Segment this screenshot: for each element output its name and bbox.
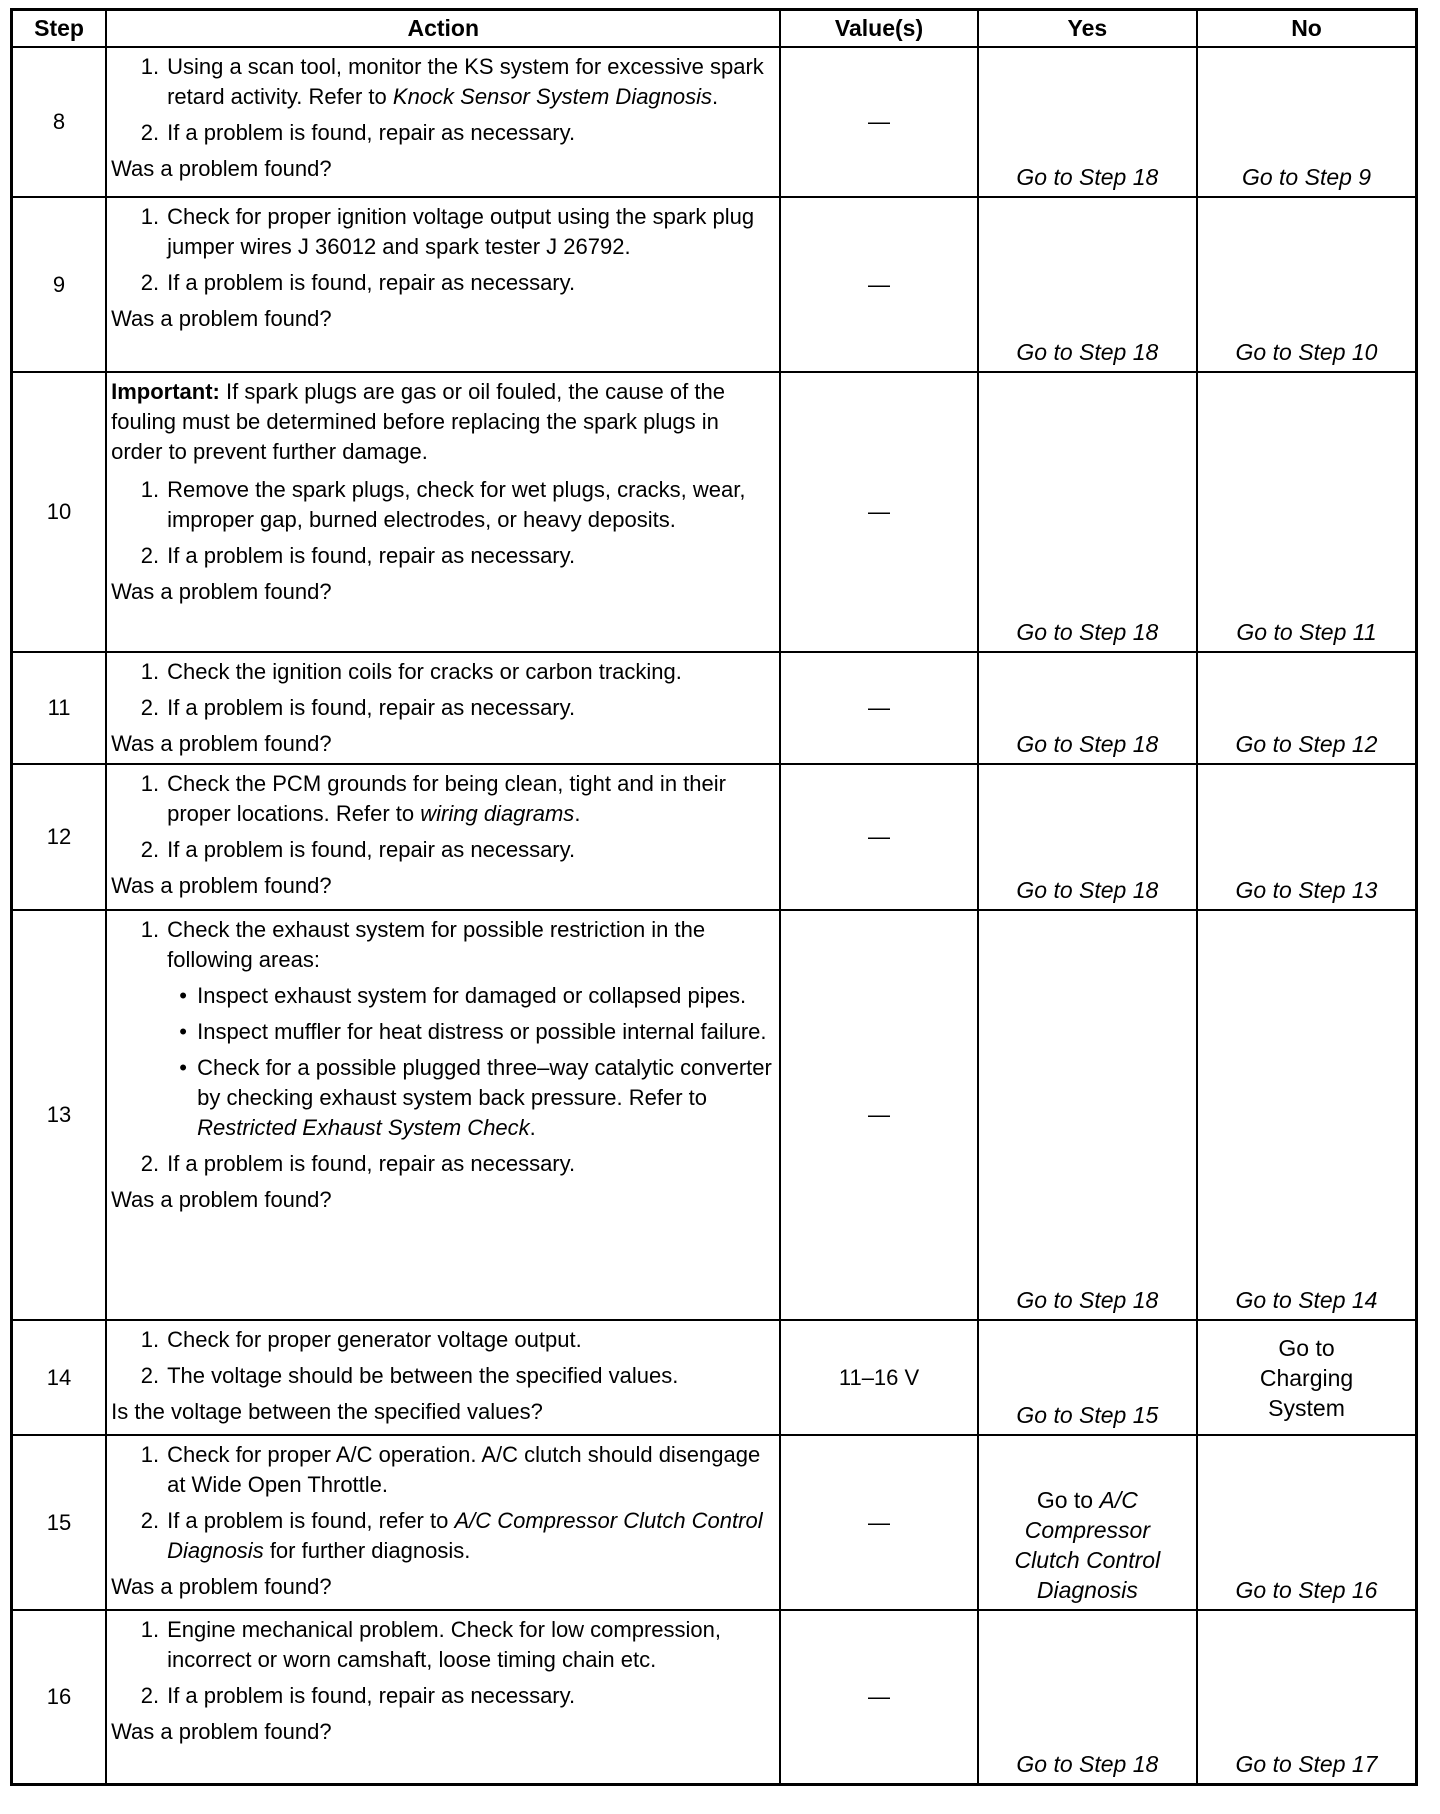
item-number: 1. [140, 1442, 160, 1467]
no-cell [1197, 1610, 1416, 1784]
item-text: If a problem is found, repair as necessary. [167, 270, 576, 295]
yes-goto: Go to Step 18 [1016, 339, 1159, 365]
item-text: If a problem is found, repair as necessary. [167, 543, 576, 568]
step-number: 10 [12, 372, 107, 652]
list-item [133, 268, 773, 298]
no-cell [1197, 372, 1416, 652]
yes-goto: Go to Step 18 [1016, 619, 1159, 645]
value-cell: — [780, 197, 977, 372]
question-text: Is the voltage between the specified values? [111, 1399, 543, 1424]
yes-cell [978, 1320, 1197, 1435]
no-cell [1197, 197, 1416, 372]
action-cell [106, 652, 780, 764]
action-cell [106, 197, 780, 372]
item-text-after: for further diagnosis. [263, 1538, 471, 1563]
yes-goto: Go to Step 18 [1016, 877, 1159, 903]
list-item [133, 1361, 773, 1391]
no-goto: Go to Step 14 [1235, 1287, 1378, 1313]
header-row [12, 10, 1417, 48]
item-number: 1. [140, 917, 160, 942]
no-cell [1197, 652, 1416, 764]
question-text: Was a problem found? [111, 1719, 332, 1744]
list-item [133, 1681, 773, 1711]
item-number: 2. [140, 1363, 160, 1388]
step-number: 16 [12, 1610, 107, 1784]
list-item [133, 1325, 773, 1355]
no-goto-line: System [1268, 1394, 1345, 1421]
list-item [133, 1149, 773, 1179]
value-cell: — [780, 1435, 977, 1610]
no-goto: Go to Step 9 [1241, 164, 1372, 190]
list-item [133, 52, 773, 112]
reference-link: A/C Compressor Clutch Control Diagnosis [167, 1508, 763, 1563]
no-goto: Go to Step 17 [1235, 1750, 1378, 1777]
header-action: Action [106, 10, 780, 48]
action-cell [106, 47, 780, 197]
important-note [111, 377, 773, 467]
bullet-item [169, 1017, 773, 1047]
step-number: 15 [12, 1435, 107, 1610]
no-goto: Go to Step 16 [1235, 1577, 1378, 1603]
yes-cell [978, 197, 1197, 372]
no-goto: Go to Step 11 [1236, 619, 1377, 645]
yes-cell [978, 1610, 1197, 1784]
value-cell: — [780, 47, 977, 197]
yes-goto-line: Compressor [1024, 1517, 1150, 1543]
question-text: Was a problem found? [111, 731, 332, 756]
no-goto-line: Charging [1259, 1364, 1354, 1391]
bullet-dot: • [179, 1055, 187, 1080]
action-cell [106, 764, 780, 910]
item-text: If a problem is found, repair as necessary. [167, 695, 576, 720]
list-item [133, 835, 773, 865]
item-text-after: . [712, 84, 719, 109]
table-row [12, 910, 1417, 1320]
header-step: Step [12, 10, 107, 48]
item-number: 1. [140, 771, 160, 796]
item-text: Engine mechanical problem. Check for low compression, incorrect or worn camshaft, loose timing chain etc. [167, 1617, 722, 1672]
question-text: Was a problem found? [111, 306, 332, 331]
item-number: 1. [140, 1327, 160, 1352]
table-row [12, 47, 1417, 197]
no-cell [1197, 47, 1416, 197]
list-item [133, 915, 773, 975]
step-number: 13 [12, 910, 107, 1320]
step-number: 11 [12, 652, 107, 764]
yes-cell [978, 372, 1197, 652]
table-row [12, 1320, 1417, 1435]
step-number: 14 [12, 1320, 107, 1435]
diagnostic-table-sheet [10, 8, 1418, 1786]
reference-link: Restricted Exhaust System Check [197, 1115, 530, 1140]
value-cell: — [780, 910, 977, 1320]
action-cell [106, 372, 780, 652]
bullet-text: Inspect muffler for heat distress or possible internal failure. [197, 1019, 767, 1044]
table-row [12, 1610, 1417, 1784]
diagnostic-table [10, 8, 1418, 1786]
yes-goto: Go to Step 18 [1016, 1750, 1159, 1777]
no-cell [1197, 1320, 1416, 1435]
yes-goto: Go to Step 15 [1016, 1402, 1159, 1428]
no-goto: Go to Step 10 [1235, 339, 1378, 365]
question-text: Was a problem found? [111, 1574, 332, 1599]
question-text: Was a problem found? [111, 156, 332, 181]
table-row [12, 1435, 1417, 1610]
value-cell: — [780, 372, 977, 652]
question-text: Was a problem found? [111, 873, 332, 898]
list-item [133, 118, 773, 148]
bullet-text-after: . [529, 1115, 536, 1140]
item-number: 2. [140, 543, 160, 568]
value-cell: — [780, 652, 977, 764]
yes-goto-line: A/C [1099, 1487, 1138, 1513]
question-text: Was a problem found? [111, 579, 332, 604]
item-number: 2. [140, 1508, 160, 1533]
bullet-list [111, 981, 773, 1143]
yes-goto-prefix: Go to [1036, 1487, 1094, 1513]
yes-goto: Go to Step 18 [1016, 164, 1159, 190]
reference-link: wiring diagrams [420, 801, 575, 826]
item-number: 2. [140, 120, 160, 145]
yes-cell [978, 910, 1197, 1320]
yes-goto-ac-compressor [979, 1485, 1196, 1605]
step-number: 9 [12, 197, 107, 372]
yes-goto: Go to Step 18 [1016, 731, 1159, 757]
list-item [133, 1615, 773, 1675]
item-text: Check for proper ignition voltage output using the spark plug jumper wires J 36012 and spark tester J 26792. [167, 204, 755, 259]
no-cell [1197, 764, 1416, 910]
item-number: 2. [140, 695, 160, 720]
header-values: Value(s) [780, 10, 977, 48]
item-number: 1. [140, 477, 160, 502]
item-text: Check for proper A/C operation. A/C clutch should disengage at Wide Open Throttle. [167, 1442, 761, 1497]
question-text: Was a problem found? [111, 1187, 332, 1212]
table-row [12, 764, 1417, 910]
list-item [133, 1506, 773, 1566]
value-cell: 11–16 V [780, 1320, 977, 1435]
no-goto: Go to Step 12 [1235, 731, 1378, 757]
item-number: 1. [140, 1617, 160, 1642]
item-text: If a problem is found, repair as necessary. [167, 1151, 576, 1176]
item-text: Check for proper generator voltage output. [167, 1327, 582, 1352]
no-cell [1197, 1435, 1416, 1610]
list-item [133, 769, 773, 829]
item-text: Check the exhaust system for possible restriction in the following areas: [167, 917, 706, 972]
yes-goto: Go to Step 18 [1016, 1287, 1159, 1313]
list-item [133, 541, 773, 571]
bullet-dot: • [179, 1019, 187, 1044]
list-item [133, 1440, 773, 1500]
item-text: Check the ignition coils for cracks or carbon tracking. [167, 659, 682, 684]
bullet-text: Inspect exhaust system for damaged or collapsed pipes. [197, 983, 747, 1008]
item-number: 1. [140, 54, 160, 79]
no-goto-charging-system [1198, 1333, 1415, 1423]
item-text: Check the PCM grounds for being clean, tight and in their proper locations. Refer to [167, 771, 726, 826]
list-item [133, 202, 773, 262]
no-cell [1197, 910, 1416, 1320]
item-text: Using a scan tool, monitor the KS system for excessive spark retard activity. Refer to [167, 54, 764, 109]
header-no: No [1197, 10, 1416, 48]
item-number: 2. [140, 837, 160, 862]
table-row [12, 652, 1417, 764]
no-goto-line: Go to [1278, 1334, 1335, 1361]
bullet-dot: • [179, 983, 187, 1008]
step-number: 8 [12, 47, 107, 197]
yes-cell [978, 652, 1197, 764]
reference-link: Knock Sensor System Diagnosis [392, 84, 713, 109]
list-item [133, 693, 773, 723]
item-text: Remove the spark plugs, check for wet plugs, cracks, wear, improper gap, burned electrodes, or heavy deposits. [167, 477, 746, 532]
table-row [12, 372, 1417, 652]
list-item [133, 475, 773, 535]
step-number: 12 [12, 764, 107, 910]
action-cell [106, 1320, 780, 1435]
table-row [12, 197, 1417, 372]
action-cell [106, 910, 780, 1320]
important-label: Important: [111, 379, 220, 404]
bullet-item [169, 1053, 773, 1143]
yes-cell [978, 1435, 1197, 1610]
bullet-text: Check for a possible plugged three–way catalytic converter by checking exhaust system back pressure. Refer to [197, 1055, 772, 1110]
header-yes: Yes [978, 10, 1197, 48]
value-cell: — [780, 764, 977, 910]
yes-cell [978, 764, 1197, 910]
list-item [133, 657, 773, 687]
action-cell [106, 1610, 780, 1784]
yes-goto-line: Diagnosis [1036, 1577, 1138, 1603]
item-text: If a problem is found, repair as necessary. [167, 837, 576, 862]
item-text-after: . [574, 801, 581, 826]
item-number: 2. [140, 1151, 160, 1176]
no-goto: Go to Step 13 [1235, 877, 1378, 903]
item-number: 1. [140, 204, 160, 229]
important-text: If spark plugs are gas or oil fouled, the cause of the fouling must be determined before replacing the spark plugs in order to prevent further damage. [111, 379, 725, 464]
item-number: 1. [140, 659, 160, 684]
value-cell: — [780, 1610, 977, 1784]
yes-cell [978, 47, 1197, 197]
bullet-item [169, 981, 773, 1011]
yes-goto-line: Clutch Control [1014, 1547, 1161, 1573]
action-cell [106, 1435, 780, 1610]
item-text: If a problem is found, repair as necessary. [167, 120, 576, 145]
item-text: The voltage should be between the specified values. [167, 1363, 679, 1388]
item-number: 2. [140, 270, 160, 295]
item-text: If a problem is found, refer to [167, 1508, 449, 1533]
item-number: 2. [140, 1683, 160, 1708]
item-text: If a problem is found, repair as necessary. [167, 1683, 576, 1708]
